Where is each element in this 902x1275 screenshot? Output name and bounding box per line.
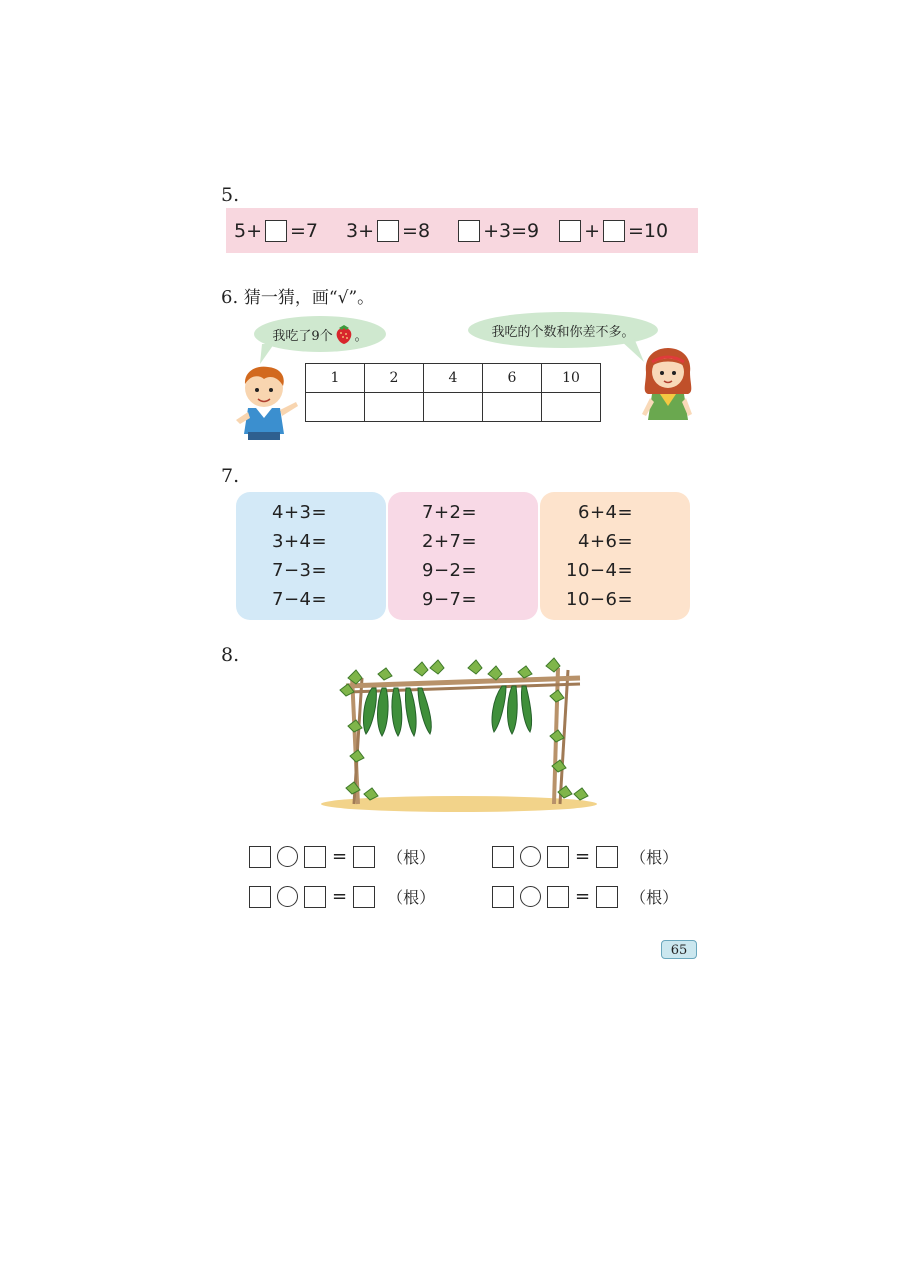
q5-eq2-right: =8 — [402, 219, 431, 242]
question-6-number: 6. — [221, 287, 239, 308]
answer-box[interactable] — [249, 846, 271, 868]
q7-expression: 9−7= — [422, 589, 478, 610]
unit-label: （根） — [387, 848, 436, 867]
q7-column-3 — [540, 492, 690, 620]
question-6-instruction: 猜一猜，画“√”。 — [243, 288, 375, 308]
q8-equation-row — [249, 845, 435, 868]
q5-equation-4 — [559, 220, 668, 242]
q7-expression: 3+4= — [272, 531, 328, 552]
q5-eq4-right: =10 — [628, 219, 669, 242]
answer-box[interactable] — [353, 846, 375, 868]
guess-answer-cell[interactable] — [306, 393, 365, 422]
q7-column-1 — [236, 492, 386, 620]
answer-box[interactable] — [265, 220, 287, 242]
q5-equation-1 — [234, 220, 318, 242]
guess-options-row — [306, 364, 601, 393]
question-8-number: 8. — [221, 644, 240, 666]
q5-equation-3 — [458, 220, 539, 242]
guess-option: 2 — [365, 364, 424, 393]
guess-answer-cell[interactable] — [424, 393, 483, 422]
question-7-number: 7. — [221, 465, 240, 487]
answer-box[interactable] — [492, 886, 514, 908]
q7-expression: 4+6= — [578, 531, 634, 552]
answer-box[interactable] — [603, 220, 625, 242]
q7-expression: 10−4= — [566, 560, 634, 581]
q5-eq1-left: 5+ — [234, 219, 263, 242]
q8-equation-row — [492, 845, 678, 868]
answer-box[interactable] — [353, 886, 375, 908]
answer-box[interactable] — [547, 886, 569, 908]
boy-illustration — [230, 362, 306, 442]
question-6-heading — [221, 283, 374, 308]
girl-illustration — [636, 344, 700, 430]
answer-box[interactable] — [458, 220, 480, 242]
q8-equation-row — [249, 885, 435, 908]
answer-box[interactable] — [304, 846, 326, 868]
boy-speech-end: 。 — [354, 328, 368, 344]
page-number: 65 — [661, 940, 697, 959]
guess-table — [305, 363, 601, 422]
equals-sign: = — [575, 886, 591, 907]
answer-box[interactable] — [249, 886, 271, 908]
answer-box[interactable] — [596, 886, 618, 908]
answer-box[interactable] — [547, 846, 569, 868]
strawberry-icon — [334, 323, 354, 345]
answer-box[interactable] — [304, 886, 326, 908]
answer-box[interactable] — [377, 220, 399, 242]
q7-column-2 — [388, 492, 538, 620]
operator-circle[interactable] — [277, 846, 298, 867]
q7-expression: 7−3= — [272, 560, 328, 581]
q7-expression: 6+4= — [578, 502, 634, 523]
question-5-number: 5. — [221, 184, 240, 206]
operator-circle[interactable] — [520, 886, 541, 907]
guess-answer-cell[interactable] — [483, 393, 542, 422]
guess-option: 6 — [483, 364, 542, 393]
boy-speech-text: 我吃了9个 — [272, 328, 333, 344]
girl-speech-text: 我吃的个数和你差不多。 — [491, 324, 635, 340]
question-5-equation-band — [226, 208, 698, 253]
q7-expression: 7−4= — [272, 589, 328, 610]
answer-box[interactable] — [492, 846, 514, 868]
guess-answer-cell[interactable] — [542, 393, 601, 422]
q7-expression: 4+3= — [272, 502, 328, 523]
q5-eq4-plus: + — [584, 219, 601, 242]
q5-eq3-right: +3=9 — [483, 219, 540, 242]
equals-sign: = — [575, 846, 591, 867]
q7-expression: 7+2= — [422, 502, 478, 523]
q7-expression: 2+7= — [422, 531, 478, 552]
cucumber-trellis-illustration — [318, 656, 600, 816]
unit-label: （根） — [630, 848, 679, 867]
guess-option: 4 — [424, 364, 483, 393]
guess-option: 1 — [306, 364, 365, 393]
equals-sign: = — [332, 886, 348, 907]
q5-eq2-left: 3+ — [346, 219, 375, 242]
q5-eq1-right: =7 — [290, 219, 319, 242]
guess-option: 10 — [542, 364, 601, 393]
guess-answer-row — [306, 393, 601, 422]
q7-expression: 10−6= — [566, 589, 634, 610]
answer-box[interactable] — [596, 846, 618, 868]
guess-answer-cell[interactable] — [365, 393, 424, 422]
q8-equation-row — [492, 885, 678, 908]
operator-circle[interactable] — [520, 846, 541, 867]
unit-label: （根） — [630, 888, 679, 907]
q7-expression: 9−2= — [422, 560, 478, 581]
q5-equation-2 — [346, 220, 430, 242]
operator-circle[interactable] — [277, 886, 298, 907]
unit-label: （根） — [387, 888, 436, 907]
answer-box[interactable] — [559, 220, 581, 242]
equals-sign: = — [332, 846, 348, 867]
